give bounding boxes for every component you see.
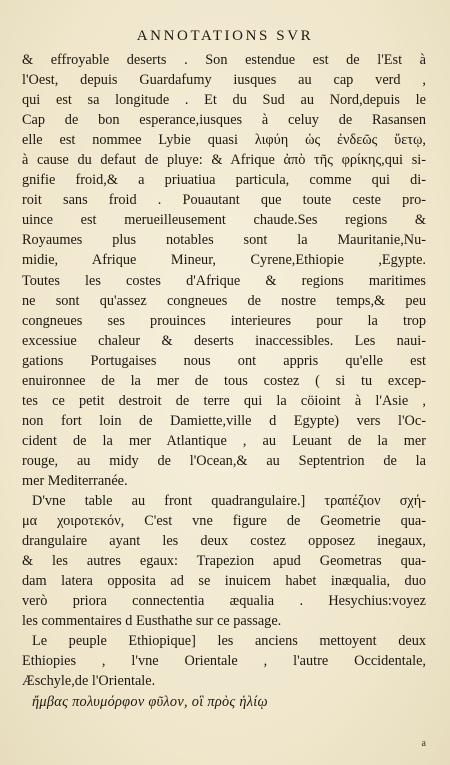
text-line: dam latera opposita ad se inuicem habet inæqualia, duo bbox=[22, 573, 426, 590]
text-line: drangulaire ayant les deux costez opposez inegaux, bbox=[22, 533, 426, 550]
text-line: non fort loin de Damiette,ville d Egypte) vers l'Oc- bbox=[22, 412, 426, 429]
text-line: tes ce petit destroit de terre qui la cöioint à l'Asie , bbox=[22, 392, 426, 409]
text-line: & effroyable deserts . Son estendue est de l'Est à bbox=[22, 52, 426, 68]
footer-mark: a bbox=[421, 738, 426, 749]
text-line: qui est sa longitude . Et du Sud au Nord,depuis le bbox=[22, 92, 426, 109]
text-line: Ethiopies , l'vne Orientale , l'autre Occidentale, bbox=[22, 653, 426, 670]
text-line: à cause du defaut de pluye: & Afrique ἀπὸ τῆς φρίκης,qui si- bbox=[22, 152, 426, 169]
text-line: gnifie froid,& a priuatiua particula, comme qui di- bbox=[22, 172, 426, 189]
text-line: cident de la mer Atlantique , au Leuant de la mer bbox=[22, 432, 426, 449]
text-line: uince est merueilleusement chaude.Ses regions & bbox=[22, 212, 426, 229]
text-line: Royaumes plus notables sont la Mauritanie,Nu- bbox=[22, 232, 426, 249]
text-line: μα χοιροτεκόν, C'est vne figure de Geometrie qua- bbox=[22, 513, 426, 530]
text-line: l'Oest, depuis Guardafumy iusques au cap verd , bbox=[22, 72, 426, 89]
page-body-text bbox=[22, 50, 426, 712]
text-line: roit sans froid . Pouautant que toute ceste pro- bbox=[22, 192, 426, 209]
text-line: Toutes les costes d'Afrique & regions maritimes bbox=[22, 272, 426, 289]
text-line: ne sont qu'assez congneues de nostre temps,& peu bbox=[22, 292, 426, 309]
text-line: Cap de bon esperance,iusques à celuy de Rasansen bbox=[22, 112, 426, 129]
text-line: enuironnee de la mer de tous costez ( si tu excep- bbox=[22, 372, 426, 389]
running-header: ANNOTATIONS SVR bbox=[136, 28, 314, 44]
text-line: congneues ses prouinces interieures pour la trop bbox=[22, 312, 426, 329]
text-line: verò priora connectentia æqualia . Hesychius:voyez bbox=[22, 593, 426, 610]
text-line: D'vne table au front quadrangulaire.] τραπέζιον σχή- bbox=[32, 493, 426, 510]
text-line: elle est nommee Lybie quasi λιφύη ὡς ἐνδεῶς ὕετῳ, bbox=[22, 132, 426, 149]
text-line: ἤμβας πολυμόρφον φῦλον, οἳ πρὸς ἡλίῳ bbox=[32, 693, 268, 710]
text-line: & les autres egaux: Trapezion apud Geometras qua- bbox=[22, 553, 426, 570]
text-line: midie, Afrique Mineur, Cyrene,Ethiopie ,Egypte. bbox=[22, 252, 426, 269]
text-line: les commentaires d Eusthathe sur ce passage. bbox=[22, 613, 282, 630]
text-line: excessiue chaleur & deserts inaccessibles. Les naui- bbox=[22, 332, 426, 349]
text-line: mer Mediterranée. bbox=[22, 472, 128, 489]
text-line: Æschyle,de l'Orientale. bbox=[22, 673, 156, 690]
text-line: Le peuple Ethiopique] les anciens mettoyent deux bbox=[32, 633, 426, 650]
text-line: gations Portugaises nous ont appris qu'elle est bbox=[22, 352, 426, 369]
text-line: rouge, au midy de l'Ocean,& au Septentrion de la bbox=[22, 452, 426, 469]
